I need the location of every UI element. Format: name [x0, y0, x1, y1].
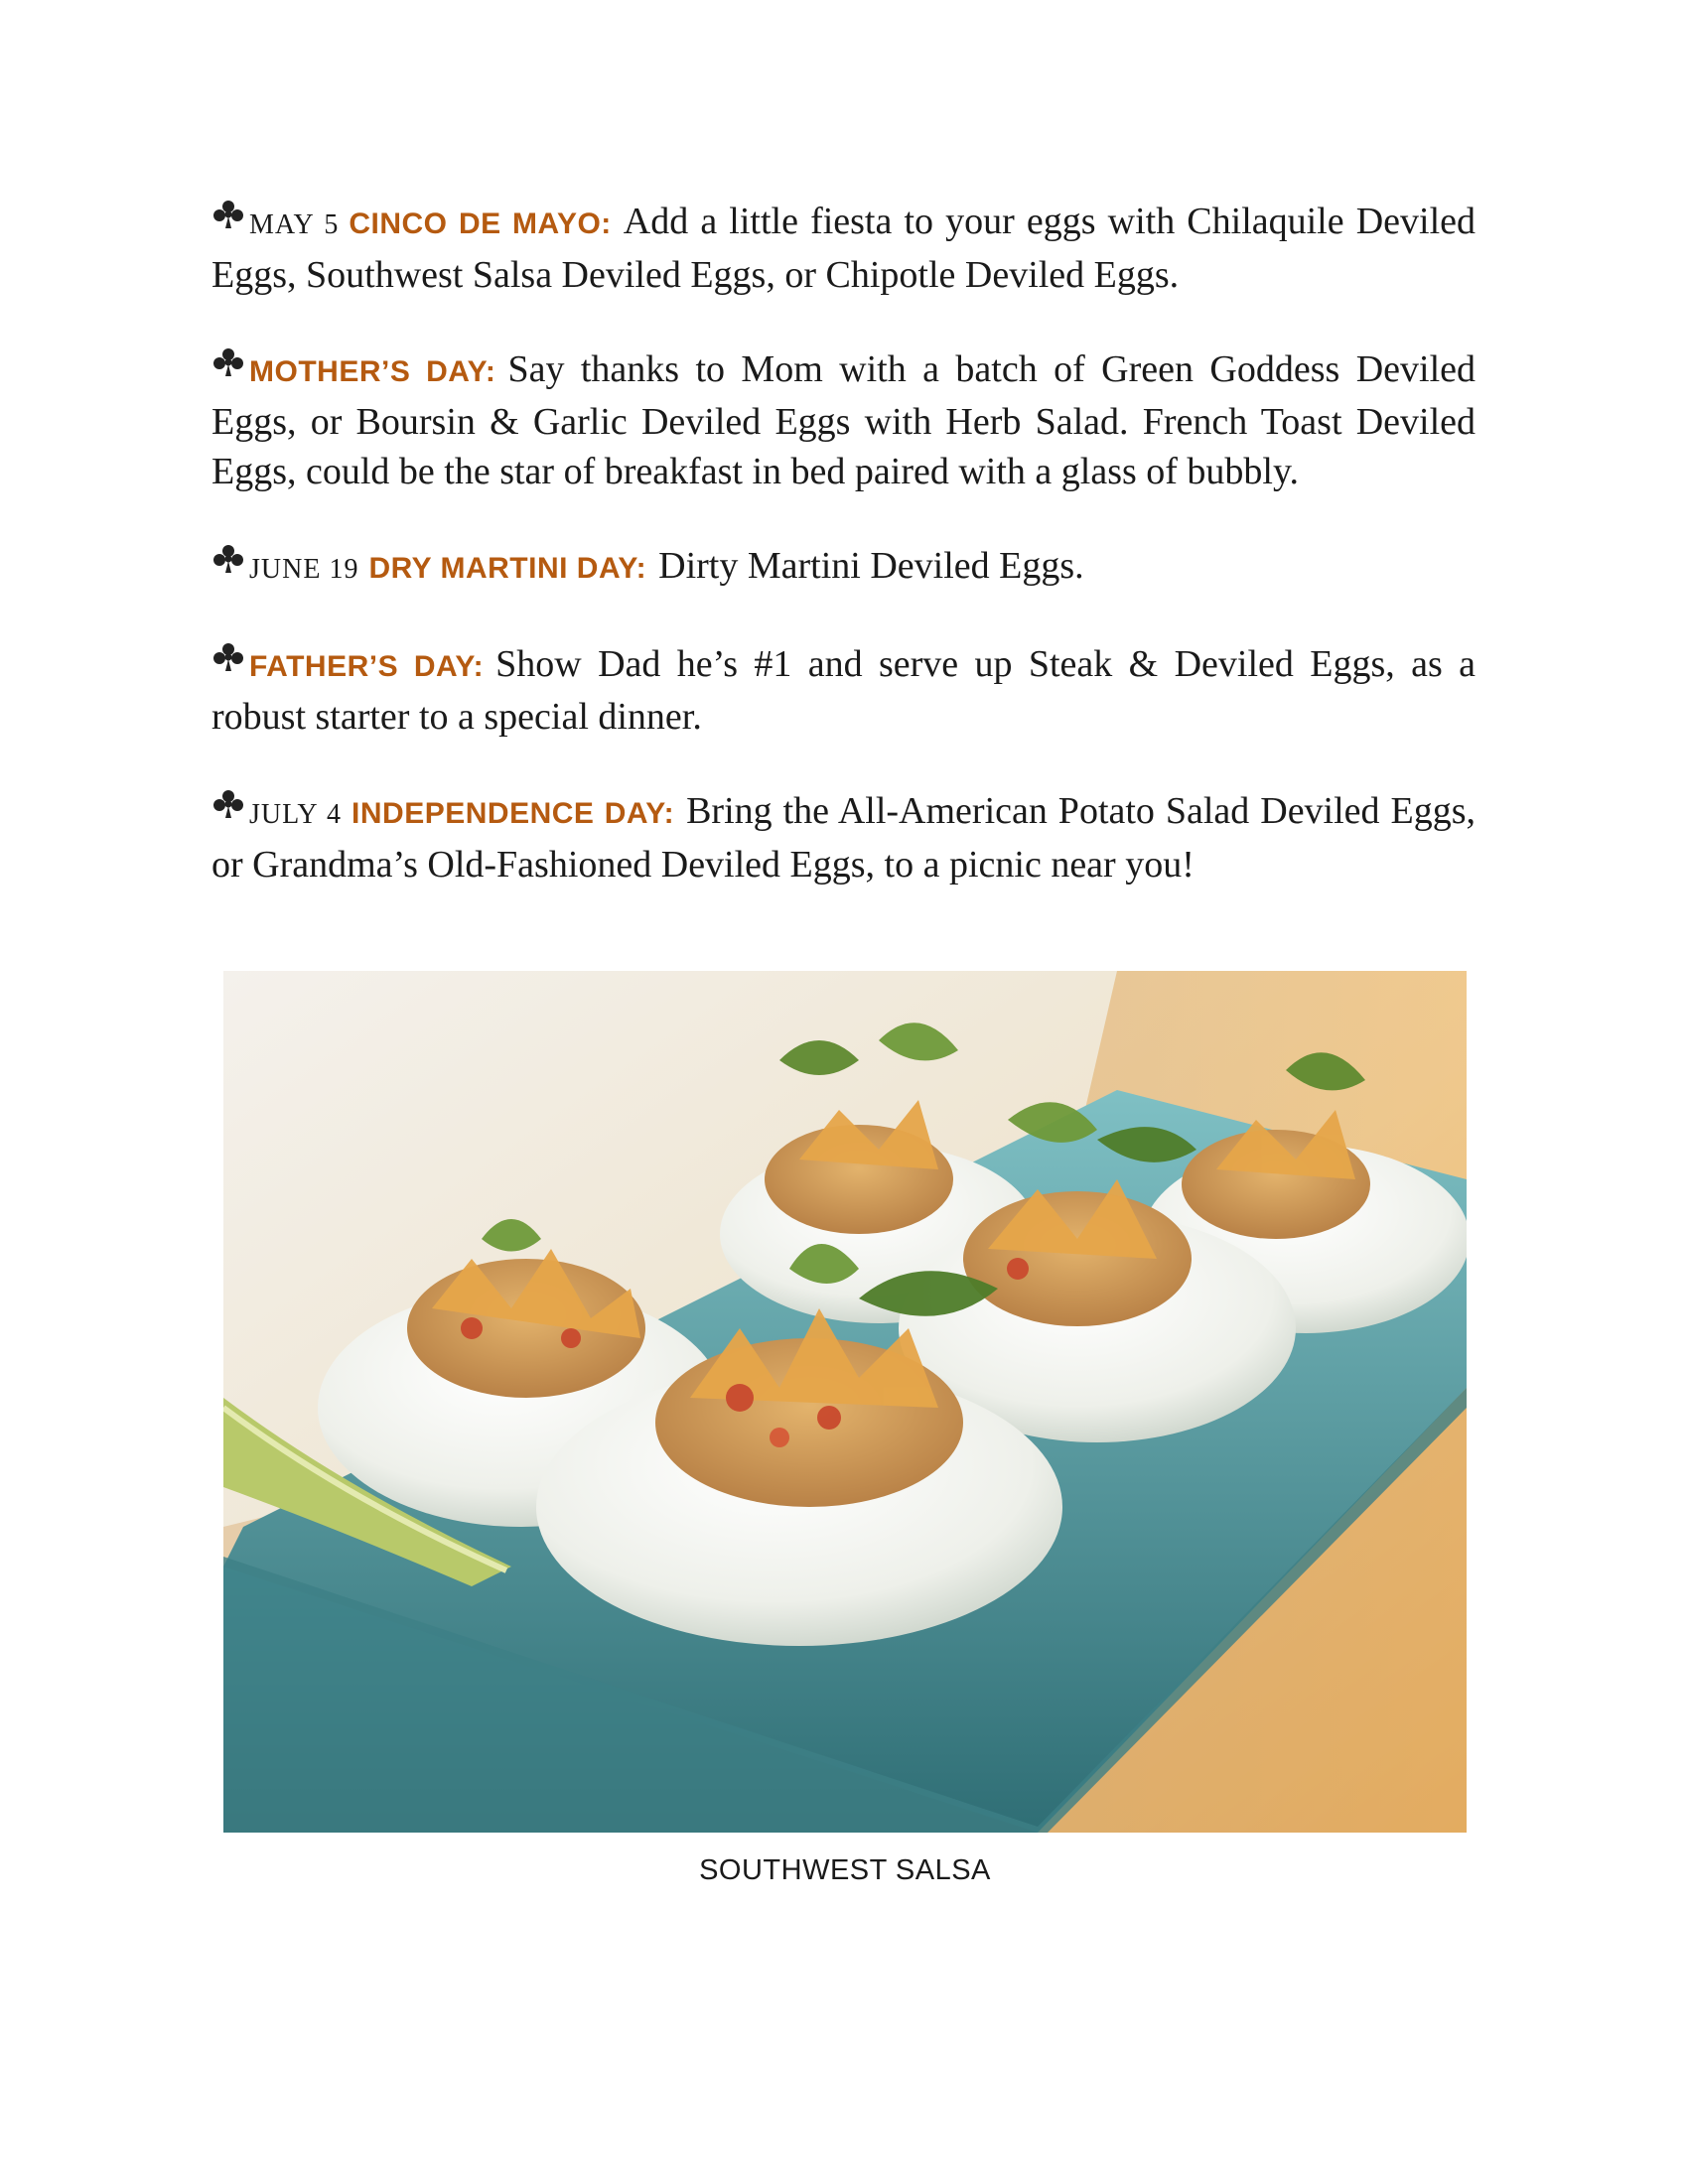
entry-holiday: MOTHER’S DAY:	[249, 355, 496, 388]
entry-date: JULY 4	[249, 799, 343, 830]
entry-text: Bring the All-American Potato Salad Deviled Eggs, or Grandma’s Old-Fashioned Deviled Eggs, to a picnic near you!	[211, 790, 1476, 886]
entry-cinco-de-mayo	[211, 197, 1476, 300]
entry-holiday: INDEPENDENCE DAY:	[352, 797, 675, 830]
entry-date: JUNE 19	[249, 554, 359, 585]
entry-holiday: CINCO DE MAYO:	[349, 207, 612, 240]
entry-mothers-day	[211, 344, 1476, 496]
entry-fathers-day	[211, 639, 1476, 742]
entry-text: Dirty Martini Deviled Eggs.	[658, 545, 1084, 587]
entry-text: Add a little fiesta to your eggs with Chilaquile Deviled Eggs, Southwest Salsa Deviled Eggs, or Chipotle Deviled Eggs.	[211, 201, 1476, 296]
clover-bullet-icon	[211, 642, 245, 672]
entry-holiday: FATHER’S DAY:	[249, 650, 485, 683]
entry-dry-martini-day	[211, 541, 1476, 595]
entry-independence-day	[211, 786, 1476, 889]
entry-text: Show Dad he’s #1 and serve up Steak & Deviled Eggs, as a robust starter to a special dinner.	[211, 643, 1476, 738]
entry-text: Say thanks to Mom with a batch of Green Goddess Deviled Eggs, or Boursin & Garlic Deviled Eggs with Herb Salad. French Toast Deviled Eggs, could be the star of breakfast in bed paired with a glass of bubbly.	[211, 348, 1476, 492]
holiday-list	[211, 197, 1476, 934]
clover-bullet-icon	[211, 544, 245, 574]
clover-bullet-icon	[211, 789, 245, 819]
entry-holiday: DRY MARTINI DAY:	[368, 552, 647, 585]
deviled-eggs-photo	[223, 971, 1467, 1833]
clover-bullet-icon	[211, 347, 245, 377]
entry-date: MAY 5	[249, 209, 340, 240]
photo-caption: SOUTHWEST SALSA	[699, 1854, 991, 1886]
clover-bullet-icon	[211, 200, 245, 229]
